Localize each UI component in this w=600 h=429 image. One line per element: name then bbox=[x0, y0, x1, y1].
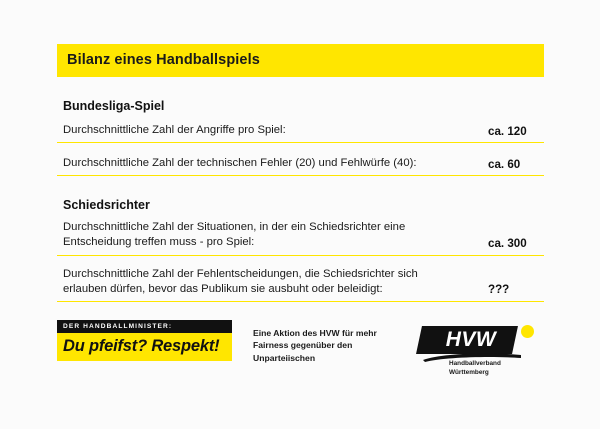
page-title: Bilanz eines Handballspiels bbox=[67, 52, 260, 68]
logo-association-line2: Württemberg bbox=[449, 368, 489, 376]
poster-footer bbox=[57, 320, 549, 380]
poster-content bbox=[57, 44, 544, 302]
campaign-badge bbox=[57, 320, 232, 361]
title-banner bbox=[57, 44, 544, 77]
section-heading: Bundesliga-Spiel bbox=[63, 99, 165, 113]
stat-value: ??? bbox=[488, 283, 510, 296]
campaign-description: Eine Aktion des HVW für mehr Fairness gegenüber den Unparteiischen bbox=[253, 328, 377, 363]
stat-label: Durchschnittliche Zahl der Angriffe pro Spiel: bbox=[63, 123, 286, 136]
section-bundesliga bbox=[57, 99, 544, 176]
stat-row bbox=[57, 220, 544, 256]
logo-association bbox=[449, 360, 501, 377]
section-heading: Schiedsrichter bbox=[63, 198, 150, 212]
stat-label: Durchschnittliche Zahl der Fehlentscheidungen, die Schiedsrichter sich erlauben dürfen, bevor das Publikum sie ausbuht oder beleidigt: bbox=[63, 267, 418, 295]
logo-wordmark: HVW bbox=[445, 328, 497, 351]
stat-label: Durchschnittliche Zahl der technischen Fehler (20) und Fehlwürfe (40): bbox=[63, 156, 417, 169]
badge-slogan: Du pfeifst? Respekt! bbox=[57, 333, 232, 361]
badge-kicker: DER HANDBALLMINISTER: bbox=[57, 320, 232, 333]
stat-value: ca. 60 bbox=[488, 158, 521, 171]
logo-association-line1: Handballverband bbox=[449, 360, 501, 367]
ball-dot-icon bbox=[521, 325, 534, 338]
stat-value: ca. 300 bbox=[488, 236, 527, 250]
stat-row bbox=[57, 267, 544, 303]
hvw-logo bbox=[419, 318, 549, 380]
stat-value: ca. 120 bbox=[488, 125, 527, 138]
stat-label: Durchschnittliche Zahl der Situationen, in der ein Schiedsrichter eine Entscheidung treffen muss - pro Spiel: bbox=[63, 221, 406, 249]
section-schiedsrichter bbox=[57, 198, 544, 302]
stat-row bbox=[57, 121, 544, 143]
stat-row bbox=[57, 154, 544, 176]
